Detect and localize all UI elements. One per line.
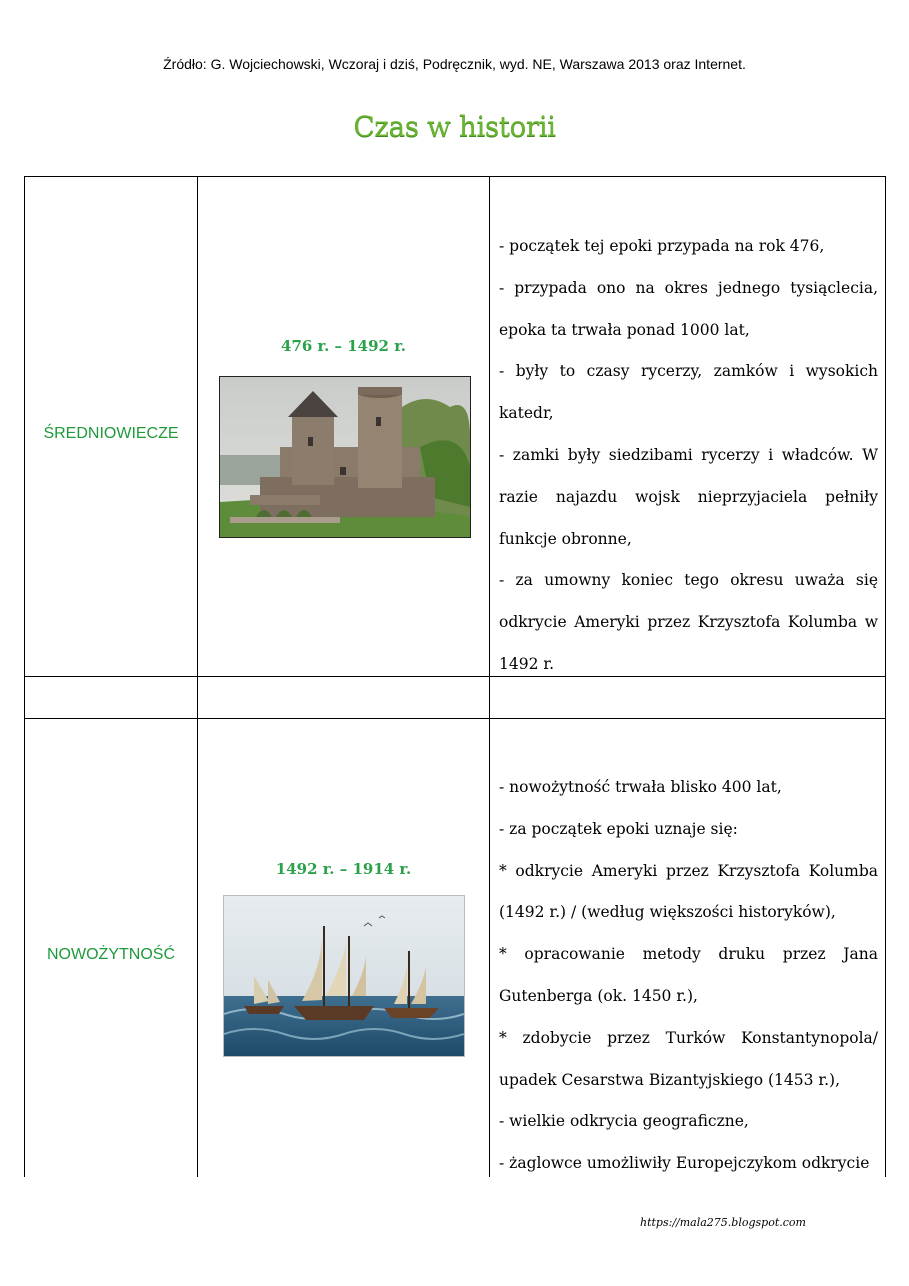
desc-line: * odkrycie Ameryki przez Krzysztofa Kolumba (1492 r.) / (według większości historyków),: [499, 861, 878, 922]
castle-photo: [219, 376, 471, 538]
desc-cell-middle-ages: [490, 177, 886, 677]
desc-line: - żaglowce umożliwiły Europejczykom odkrycie: [499, 1154, 870, 1173]
history-table: [24, 176, 886, 1177]
era-name: NOWOŻYTNOŚĆ: [47, 946, 175, 963]
era-cell-modern: [25, 719, 198, 1177]
castle-icon: [220, 377, 470, 537]
desc-line: * zdobycie przez Turków Konstantynopola/ upadek Cesarstwa Bizantyjskiego (1453 r.),: [499, 1028, 878, 1089]
era-dates: 476 r. – 1492 r.: [281, 337, 406, 355]
empty-cell: [198, 677, 490, 719]
era-description: [499, 767, 878, 1177]
desc-line: * opracowanie metody druku przez Jana Gutenberga (ok. 1450 r.),: [499, 945, 878, 1005]
empty-cell: [25, 677, 198, 719]
desc-line: - początek tej epoki przypada na rok 476,: [499, 237, 825, 255]
desc-line: - za początek epoki uznaje się:: [499, 819, 738, 838]
era-cell-middle-ages: [25, 177, 198, 677]
image-cell-modern: [198, 719, 490, 1177]
desc-line: - przypada ono na okres jednego tysiąclecia, epoka ta trwała ponad 1000 lat,: [499, 278, 878, 339]
sailing-ships-painting: [223, 895, 465, 1057]
desc-cell-modern: [490, 719, 886, 1177]
source-note: Źródło: G. Wojciechowski, Wczoraj i dziś, Podręcznik, wyd. NE, Warszawa 2013 oraz Internet.: [163, 56, 746, 72]
era-dates: 1492 r. – 1914 r.: [275, 860, 412, 878]
desc-line: - zamki były siedzibami rycerzy i władców. W razie najazdu wojsk nieprzyjaciela pełniły funkcje obronne,: [499, 445, 878, 548]
desc-line: - za umowny koniec tego okresu uważa się odkrycie Ameryki przez Krzysztofa Kolumba w 1492 r.: [499, 571, 878, 673]
era-description: [499, 226, 878, 686]
empty-cell: [490, 677, 886, 719]
page-title: Czas w historii: [353, 110, 556, 143]
image-cell-middle-ages: [198, 177, 490, 677]
desc-line: - były to czasy rycerzy, zamków i wysokich katedr,: [499, 362, 878, 423]
desc-line: - nowożytność trwała blisko 400 lat,: [499, 778, 782, 796]
desc-line: - wielkie odkrycia geograficzne,: [499, 1112, 749, 1131]
footer-url: https://mala275.blogspot.com: [640, 1216, 806, 1229]
era-name: ŚREDNIOWIECZE: [43, 425, 179, 442]
ship-icon: [224, 896, 464, 1056]
